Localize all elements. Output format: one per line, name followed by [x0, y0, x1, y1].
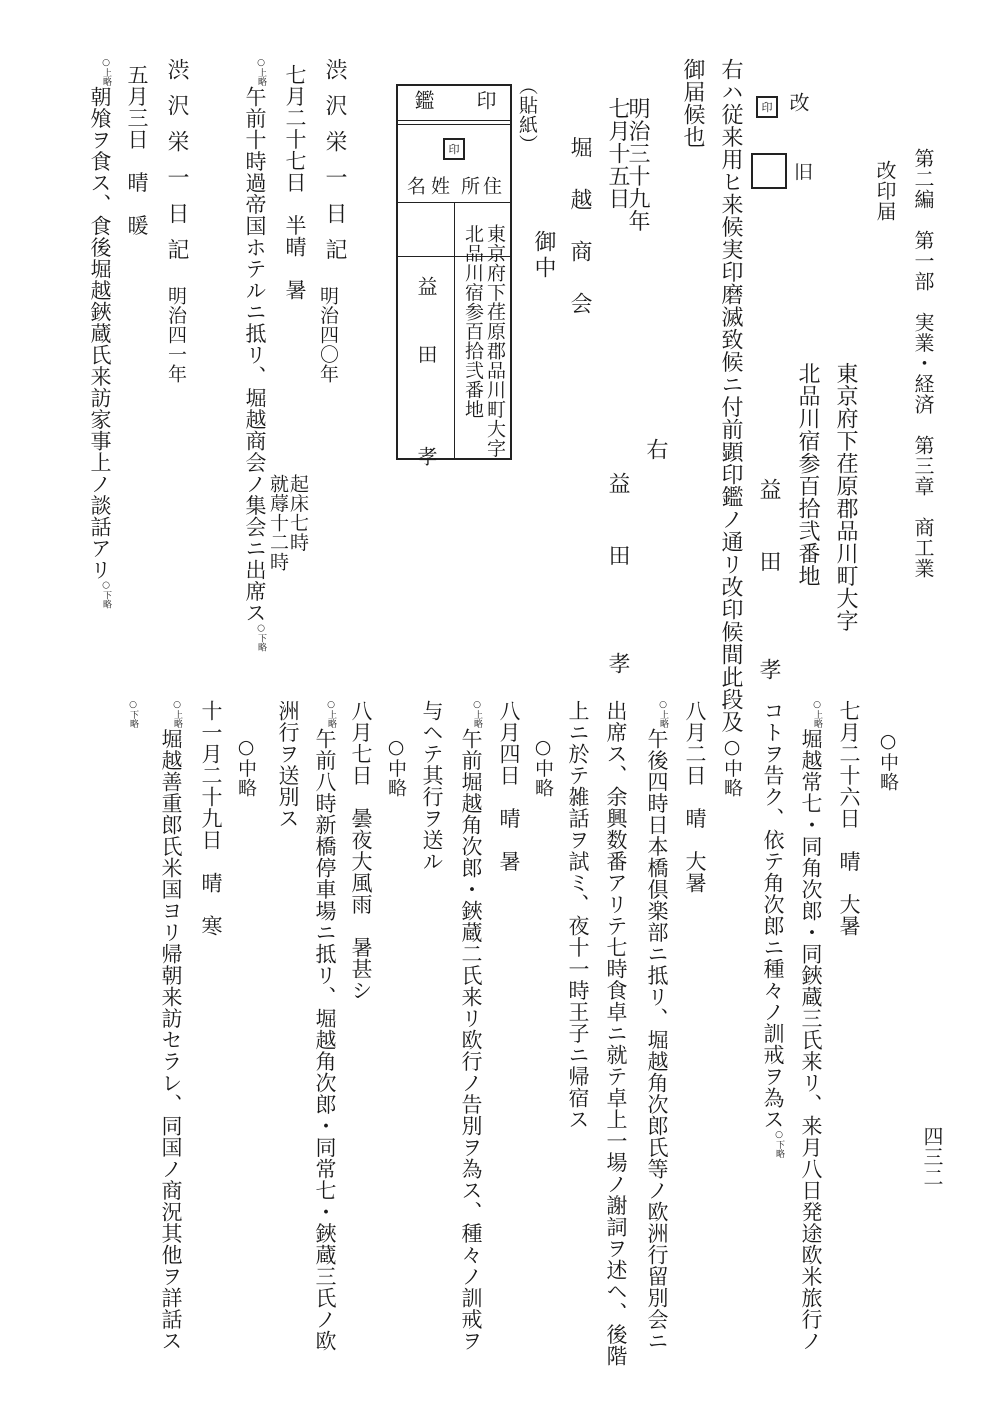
new-seal-icon: 印: [756, 96, 778, 118]
lower-date-0804: 八月四日 晴 暑: [497, 700, 521, 872]
inkan-header-kan: 鑑: [411, 90, 435, 111]
form-signer: 益 田 孝: [605, 472, 630, 688]
lower-entry-0807-a: 午前八時新橋停車場ニ抵リ、堀越角次郎・同常七・鋏蔵三氏ノ欧: [313, 728, 337, 1352]
diary1-omit-start: ○上略: [256, 58, 266, 86]
lower-omit-start-5: ○上略: [172, 700, 182, 728]
kyu-label: 旧: [791, 162, 813, 182]
lower-omit-start-3: ○上略: [472, 700, 482, 728]
diary2-year: 明治四一年: [165, 286, 187, 384]
form-date-day: 七月十五日: [605, 97, 630, 210]
lower-entry-0807-b: 洲行ヲ送別ス: [276, 700, 300, 829]
lower-0726-line-1: [800, 700, 821, 1352]
lower-0726-line-2: [762, 700, 783, 1158]
inkan-name: 益 田 孝: [414, 276, 438, 480]
lower-omit-mid-5: ○中略: [235, 736, 257, 798]
form-address: 東京府下荏原郡品川町大字: [833, 362, 858, 632]
form-company: 堀 越 商 会: [567, 136, 592, 318]
inkan-label-name-b: 名: [404, 176, 426, 196]
form-date-year: 明治三十九年: [625, 97, 650, 232]
lower-entry-0802-a: 午後四時日本橋倶楽部ニ抵リ、堀越角次郎氏等ノ欧洲行留別会ニ: [645, 728, 669, 1352]
lower-entry-0802-c: 上ニ於テ雑話ヲ試ミ、夜十一時王子ニ帰宿ス: [566, 700, 590, 1130]
diary1-entry: 午前十時過帝国ホテルニ抵リ、堀越商会ノ集会ニ出席ス: [243, 86, 267, 624]
lower-omit-mid-2: ○中略: [721, 736, 743, 798]
lower-entry-0802-b: 出席ス、余興数番アリテ七時食卓ニ就テ卓上一場ノ謝詞ヲ述ヘ、後階: [604, 700, 628, 1367]
pasted-slip-label: （貼紙）: [516, 76, 538, 154]
diary1-note-1: 起床七時: [287, 474, 309, 552]
lower-omit-end-1: ○下略: [774, 1130, 784, 1158]
form-address-2: 北品川宿参百拾弐番地: [795, 362, 820, 587]
inkan-label-name-a: 姓: [428, 176, 450, 196]
lower-entry-0804-a: 午前堀越角次郎・鋏蔵二氏来リ欧行ノ告別ヲ為ス、種々ノ訓戒ヲ: [459, 728, 483, 1352]
lower-entry-0726-a: 堀越常七・同角次郎・同鋏蔵三氏来リ、来月八日発途欧米旅行ノ: [799, 728, 823, 1352]
form-onchu: 御中: [531, 230, 556, 282]
inkan-label-jusho-b: 所: [458, 176, 480, 196]
inkan-seal-icon: 印: [443, 138, 465, 160]
inkan-label-jusho-a: 住: [480, 176, 502, 196]
lower-date-0807: 八月七日 曇夜大風雨 暑甚シ: [349, 700, 373, 1001]
diary1-omit-end: ○下略: [256, 623, 266, 652]
lower-entry-1129: 堀越善重郎氏米国ヨリ帰朝来訪セラレ、同国ノ商況其他ヲ詳話ス: [159, 728, 183, 1352]
lower-0804-line-1: [460, 700, 481, 1352]
lower-date-0802: 八月二日 晴 大暑: [683, 700, 707, 894]
lower-date-0726: 七月二十六日 晴 大暑: [837, 700, 861, 937]
lower-omit-mid-4: ○中略: [385, 736, 407, 798]
lower-0807-line-1: [314, 700, 335, 1352]
form-body-2: 御届候也: [680, 58, 705, 148]
lower-omit-end-5: ○下略: [128, 700, 138, 728]
diary2-entry: 朝飧ヲ食ス、食後堀越鋏蔵氏来訪家事上ノ談話アリ: [88, 86, 112, 581]
diary2-omit-start: ○上略: [101, 58, 111, 86]
lower-entry-0726-b: コトヲ告ク、依テ角次郎ニ種々ノ訓戒ヲ為ス: [761, 700, 785, 1130]
inkan-header-in: 印: [473, 90, 497, 111]
lower-omit-mid-3: ○中略: [532, 736, 554, 798]
lower-omit-start-2: ○上略: [658, 700, 668, 728]
diary2-omit-end: ○下略: [101, 580, 111, 609]
inkan-jusho-2: 北品川宿参百拾弐番地: [462, 224, 484, 419]
migi-label: 右: [643, 438, 668, 461]
inkan-jusho-1: 東京府下荏原郡品川町大字: [484, 224, 506, 458]
diary1-date: 七月二十七日 半晴 暑: [283, 64, 307, 301]
lower-1129-line: [160, 700, 181, 1352]
form-name-top: 益 田 孝: [756, 478, 781, 694]
diary2-line: [89, 58, 110, 609]
page-number: 四三二: [920, 1126, 944, 1188]
lower-omit-start-1: ○上略: [812, 700, 822, 728]
lower-date-1129: 十一月二十九日 晴 寒: [199, 700, 223, 937]
old-seal-icon: [751, 153, 787, 189]
lower-omit-start-4: ○上略: [326, 700, 336, 728]
lower-omit-mid-1: ○中略: [877, 730, 899, 792]
form-title: 改印届: [873, 160, 897, 222]
diary1-year: 明治四〇年: [317, 286, 339, 384]
lower-0802-line-1: [646, 700, 667, 1352]
form-body-1: 右ハ従来用ヒ来候実印磨滅致候ニ付前顕印鑑ノ通リ改印候間此段及: [718, 58, 743, 733]
lower-entry-0804-b: 与ヘテ其行ヲ送ル: [420, 700, 444, 872]
diary1-note-2: 就蓐十二時: [267, 474, 289, 572]
diary1-title: 渋沢栄一日記: [322, 58, 347, 274]
diary2-date: 五月三日 晴 暖: [125, 64, 149, 236]
diary2-title: 渋沢栄一日記: [164, 58, 189, 274]
kai-label: 改: [786, 92, 810, 113]
running-header: 第二編 第一部 実業・経済 第三章 商工業: [911, 148, 935, 579]
diary1-line: [244, 58, 265, 652]
